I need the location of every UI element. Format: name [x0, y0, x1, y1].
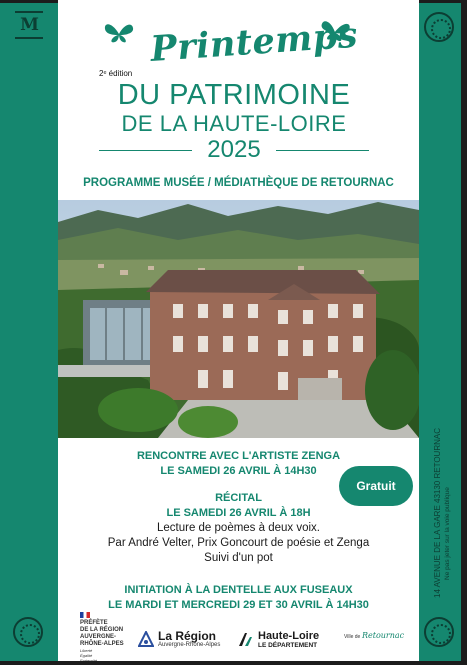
title-line-2: DE LA HAUTE-LOIRE	[121, 111, 347, 136]
partner-logos	[58, 610, 419, 658]
town-prefix: Ville de	[344, 634, 361, 640]
event-detail: Par André Velter, Prix Goncourt de poésie et Zenga	[107, 537, 370, 549]
prefecture-motto: Liberté	[80, 648, 93, 653]
prefecture-line: DE LA RÉGION	[80, 627, 124, 633]
region-mark-icon	[138, 631, 154, 647]
town-logo	[344, 632, 404, 641]
bottom-dark-edge	[0, 661, 467, 665]
script-title: Printemps	[149, 14, 360, 70]
event-title: RÉCITAL	[215, 492, 262, 504]
event-detail: Lecture de poèmes à deux voix.	[156, 522, 321, 534]
left-green-band	[0, 0, 58, 665]
butterfly-icon	[102, 20, 136, 46]
prefecture-line: AUVERGNE-	[80, 634, 117, 640]
department-logo	[238, 630, 319, 649]
corner-rosette-icon	[424, 617, 454, 647]
prefecture-logo	[80, 612, 124, 663]
year: 2025	[207, 136, 261, 163]
title-line-1: DU PATRIMOINE	[117, 79, 351, 111]
prefecture-motto: Égalité	[80, 653, 93, 658]
corner-rosette-icon	[424, 12, 454, 42]
side-address	[433, 428, 453, 598]
region-sub: Auvergne-Rhône-Alpes	[158, 642, 221, 648]
event-title: INITIATION À LA DENTELLE AUX FUSEAUX	[124, 584, 353, 596]
french-flag-icon	[80, 612, 90, 618]
event-detail: Suivi d'un pot	[204, 552, 273, 564]
corner-rosette-icon	[13, 617, 43, 647]
programme-heading: PROGRAMME MUSÉE / MÉDIATHÈQUE DE RETOURNAC	[83, 177, 394, 189]
disposal-note: Ne pas jeter sur la voie publique	[444, 487, 451, 580]
region-logo	[138, 630, 220, 649]
department-sub: LE DÉPARTEMENT	[258, 642, 318, 649]
right-dark-edge	[461, 0, 467, 665]
event-title: RENCONTRE AVEC L'ARTISTE ZENGA	[136, 450, 341, 462]
year-row	[99, 136, 369, 164]
event-date: LE SAMEDI 26 AVRIL À 18H	[166, 507, 311, 519]
corner-logo-icon: M	[15, 11, 43, 39]
edition-label: 2ᵉ édition	[99, 69, 133, 78]
event-3	[58, 583, 419, 613]
event-date: LE SAMEDI 26 AVRIL À 14H30	[160, 465, 317, 477]
free-badge: Gratuit	[339, 466, 413, 506]
prefecture-line: RHÔNE-ALPES	[80, 641, 124, 647]
region-name: La Région	[158, 629, 217, 643]
prefecture-line: PRÉFÈTE	[80, 620, 108, 626]
department-name: Haute-Loire	[258, 630, 320, 642]
building-photo	[58, 200, 419, 438]
event-date: LE MARDI ET MERCREDI 29 ET 30 AVRIL À 14H30	[108, 599, 369, 611]
department-mark-icon	[238, 631, 256, 647]
address-text: 14 AVENUE DE LA GARE 43130 RETOURNAC	[433, 428, 442, 598]
town-name: Retournac	[361, 631, 405, 640]
